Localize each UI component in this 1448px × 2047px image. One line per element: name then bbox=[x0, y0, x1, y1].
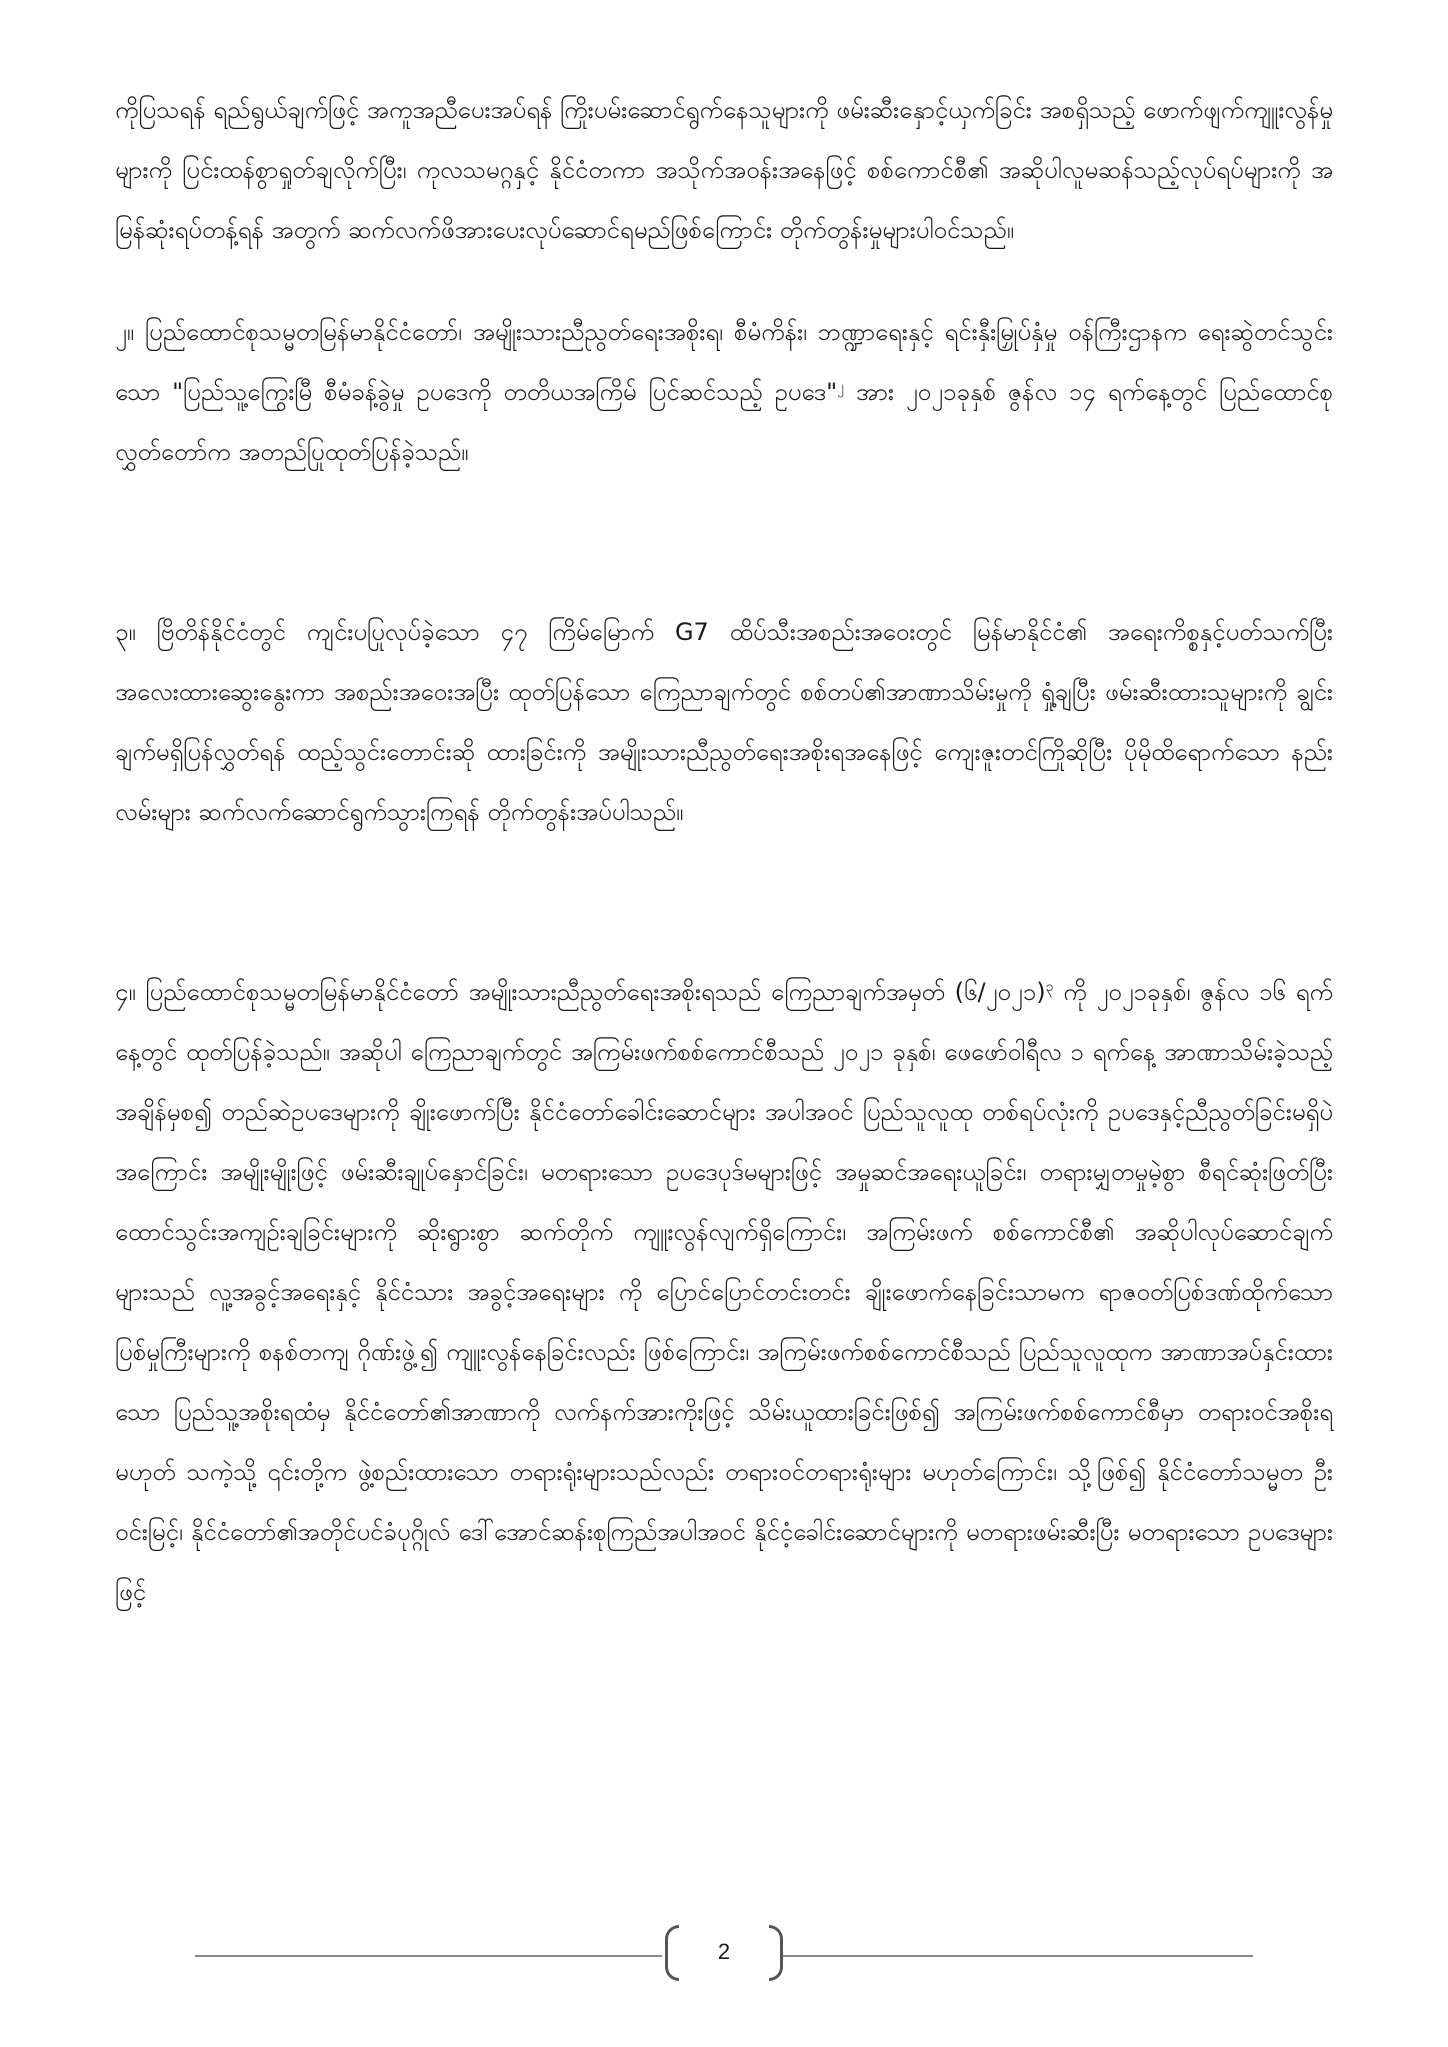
document-body bbox=[115, 80, 1333, 1622]
page-footer bbox=[195, 1925, 1253, 1985]
paragraph-1 bbox=[115, 80, 1333, 260]
paragraph-3-text: ၃။ ဗြိတိန်နိုင်ငံတွင် ကျင်းပပြုလုပ်ခဲ့သော ၄၇ ကြိမ်မြောက် G7 ထိပ်သီးအစည်းအဝေးတွင် မြန်မာနိုင်ငံ၏ အရေးကိစ္စနှင့်ပတ်သက်ပြီး အလေးထားဆွေးနွေးကာ အစည်းအဝေးအပြီး ထုတ်ပြန်သော ကြေညာချက်တွင် စစ်တပ်၏အာဏာသိမ်းမှုကို ရှုံ့ချပြီး ဖမ်းဆီးထားသူများကို ချွင်းချက်မရှိပြန်လွှတ်ရန် ထည့်သွင်းတောင်းဆို ထားခြင်းကို အမျိုးသားညီညွတ်ရေးအစိုးရအနေဖြင့် ကျေးဇူးတင်ကြိုဆိုပြီး ပိုမိုထိရောက်သော နည်းလမ်းများ ဆက်လက်ဆောင်ရွက်သွားကြရန် တိုက်တွန်းအပ်ပါသည်။ bbox=[115, 618, 1333, 826]
right-brace-icon bbox=[769, 1925, 783, 1981]
paragraph-4 bbox=[115, 962, 1333, 1622]
paragraph-1-text: ကိုပြသရန် ရည်ရွယ်ချက်ဖြင့် အကူအညီပေးအပ်ရန် ကြိုးပမ်းဆောင်ရွက်နေသူများကို ဖမ်းဆီးနှောင့်ယှက်ခြင်း အစရှိသည့် ဖောက်ဖျက်ကျူးလွန်မှုများကို ပြင်းထန်စွာရှုတ်ချလိုက်ပြီး၊ ကုလသမဂ္ဂနှင့် နိုင်ငံတကာ အသိုက်အဝန်းအနေဖြင့် စစ်ကောင်စီ၏ အဆိုပါလူမဆန်သည့်လုပ်ရပ်များကို အမြန်ဆုံးရပ်တန့်ရန် အတွက် ဆက်လက်ဖိအားပေးလုပ်ဆောင်ရမည်ဖြစ်ကြောင်း တိုက်တွန်းမှုများပါဝင်သည်။ bbox=[115, 96, 1333, 244]
paragraph-4-text-after: ကို ၂၀၂၁ခုနှစ်၊ ဇွန်လ ၁၆ ရက်နေ့တွင် ထုတ်ပြန်ခဲ့သည်။ အဆိုပါ ကြေညာချက်တွင် အကြမ်းဖက်စစ်ကောင်စီသည် ၂၀၂၁ ခုနှစ်၊ ဖေဖော်ဝါရီလ ၁ ရက်နေ့ အာဏာသိမ်းခဲ့သည့် အချိန်မှစ၍ တည်ဆဲဥပဒေများကို ချိုးဖောက်ပြီး နိုင်ငံတော်ခေါင်းဆောင်များ အပါအဝင် ပြည်သူလူထု တစ်ရပ်လုံးကို ဥပဒေနှင့်ညီညွတ်ခြင်းမရှိပဲ အကြောင်း အမျိုးမျိုးဖြင့် ဖမ်းဆီးချုပ်နှောင်ခြင်း၊ မတရားသော ဥပဒေပုဒ်မများဖြင့် အမှုဆင်အရေးယူခြင်း၊ တရားမျှတမှုမဲ့စွာ စီရင်ဆုံးဖြတ်ပြီး ထောင်သွင်းအကျဉ်းချခြင်းများကို ဆိုးရွားစွာ ဆက်တိုက် ကျူးလွန်လျက်ရှိကြောင်း၊ အကြမ်းဖက် စစ်ကောင်စီ၏ အဆိုပါလုပ်ဆောင်ချက်များသည် လူ့အခွင့်အရေးနှင့် နိုင်ငံသား အခွင့်အရေးများ ကို ပြောင်ပြောင်တင်းတင်း ချိုးဖောက်နေခြင်းသာမက ရာဇဝတ်ပြစ်ဒဏ်ထိုက်သော ပြစ်မှုကြီးများကို စနစ်တကျ ဂိုဏ်းဖွဲ့၍ ကျူးလွန်နေခြင်းလည်း ဖြစ်ကြောင်း၊ အကြမ်းဖက်စစ်ကောင်စီသည် ပြည်သူလူထုက အာဏာအပ်နှင်းထားသော ပြည်သူ့အစိုးရထံမှ နိုင်ငံတော်၏အာဏာကို လက်နက်အားကိုးဖြင့် သိမ်းယူထားခြင်းဖြစ်၍ အကြမ်းဖက်စစ်ကောင်စီမှာ တရားဝင်အစိုးရမဟုတ် သကဲ့သို့ ၎င်းတို့က ဖွဲ့စည်းထားသော တရားရုံးများသည်လည်း တရားဝင်တရားရုံးများ မဟုတ်ကြောင်း၊ သို့ဖြစ်၍ နိုင်ငံတော်သမ္မတ ဦးဝင်းမြင့်၊ နိုင်ငံတော်၏အတိုင်ပင်ခံပုဂ္ဂိုလ် ဒေါ်အောင်ဆန်းစုကြည်အပါအဝင် နိုင်ငံ့ခေါင်းဆောင်များကို မတရားဖမ်းဆီးပြီး မတရားသော ဥပဒေများဖြင့် bbox=[115, 978, 1334, 1606]
footnote-ref-2: ၂ bbox=[837, 379, 844, 395]
paragraph-2-text-after: အား ၂၀၂၁ခုနှစ် ဇွန်လ ၁၄ ရက်နေ့တွင် ပြည်ထောင်စုလွှတ်တော်က အတည်ပြုထုတ်ပြန်ခဲ့သည်။ bbox=[115, 378, 1333, 466]
paragraph-3 bbox=[115, 602, 1333, 842]
footnote-ref-3: ၃ bbox=[1045, 979, 1054, 995]
footer-rule-right bbox=[783, 1955, 1253, 1957]
paragraph-4-text: ၄။ ပြည်ထောင်စုသမ္မတမြန်မာနိုင်ငံတော် အမျိုးသားညီညွတ်ရေးအစိုးရသည် ကြေညာချက်အမှတ် (၆/၂၀၂၁) bbox=[115, 978, 1046, 1006]
page-number: 2 bbox=[717, 1939, 731, 1964]
left-brace-icon bbox=[665, 1925, 679, 1981]
paragraph-2 bbox=[115, 302, 1333, 482]
footer-rule-left bbox=[195, 1955, 662, 1957]
paragraph-2-text: ၂။ ပြည်ထောင်စုသမ္မတမြန်မာနိုင်ငံတော်၊ အမျိုးသားညီညွတ်ရေးအစိုးရ၊ စီမံကိန်း၊ ဘဏ္ဍာရေးနှင့် ရင်းနှီးမြှုပ်နှံမှု ဝန်ကြီးဌာနက ရေးဆွဲတင်သွင်းသော "ပြည်သူ့ကြွေးမြီ စီမံခန့်ခွဲမှု ဥပဒေကို တတိယအကြိမ် ပြင်ဆင်သည့် ဥပဒေ" bbox=[115, 318, 1333, 406]
